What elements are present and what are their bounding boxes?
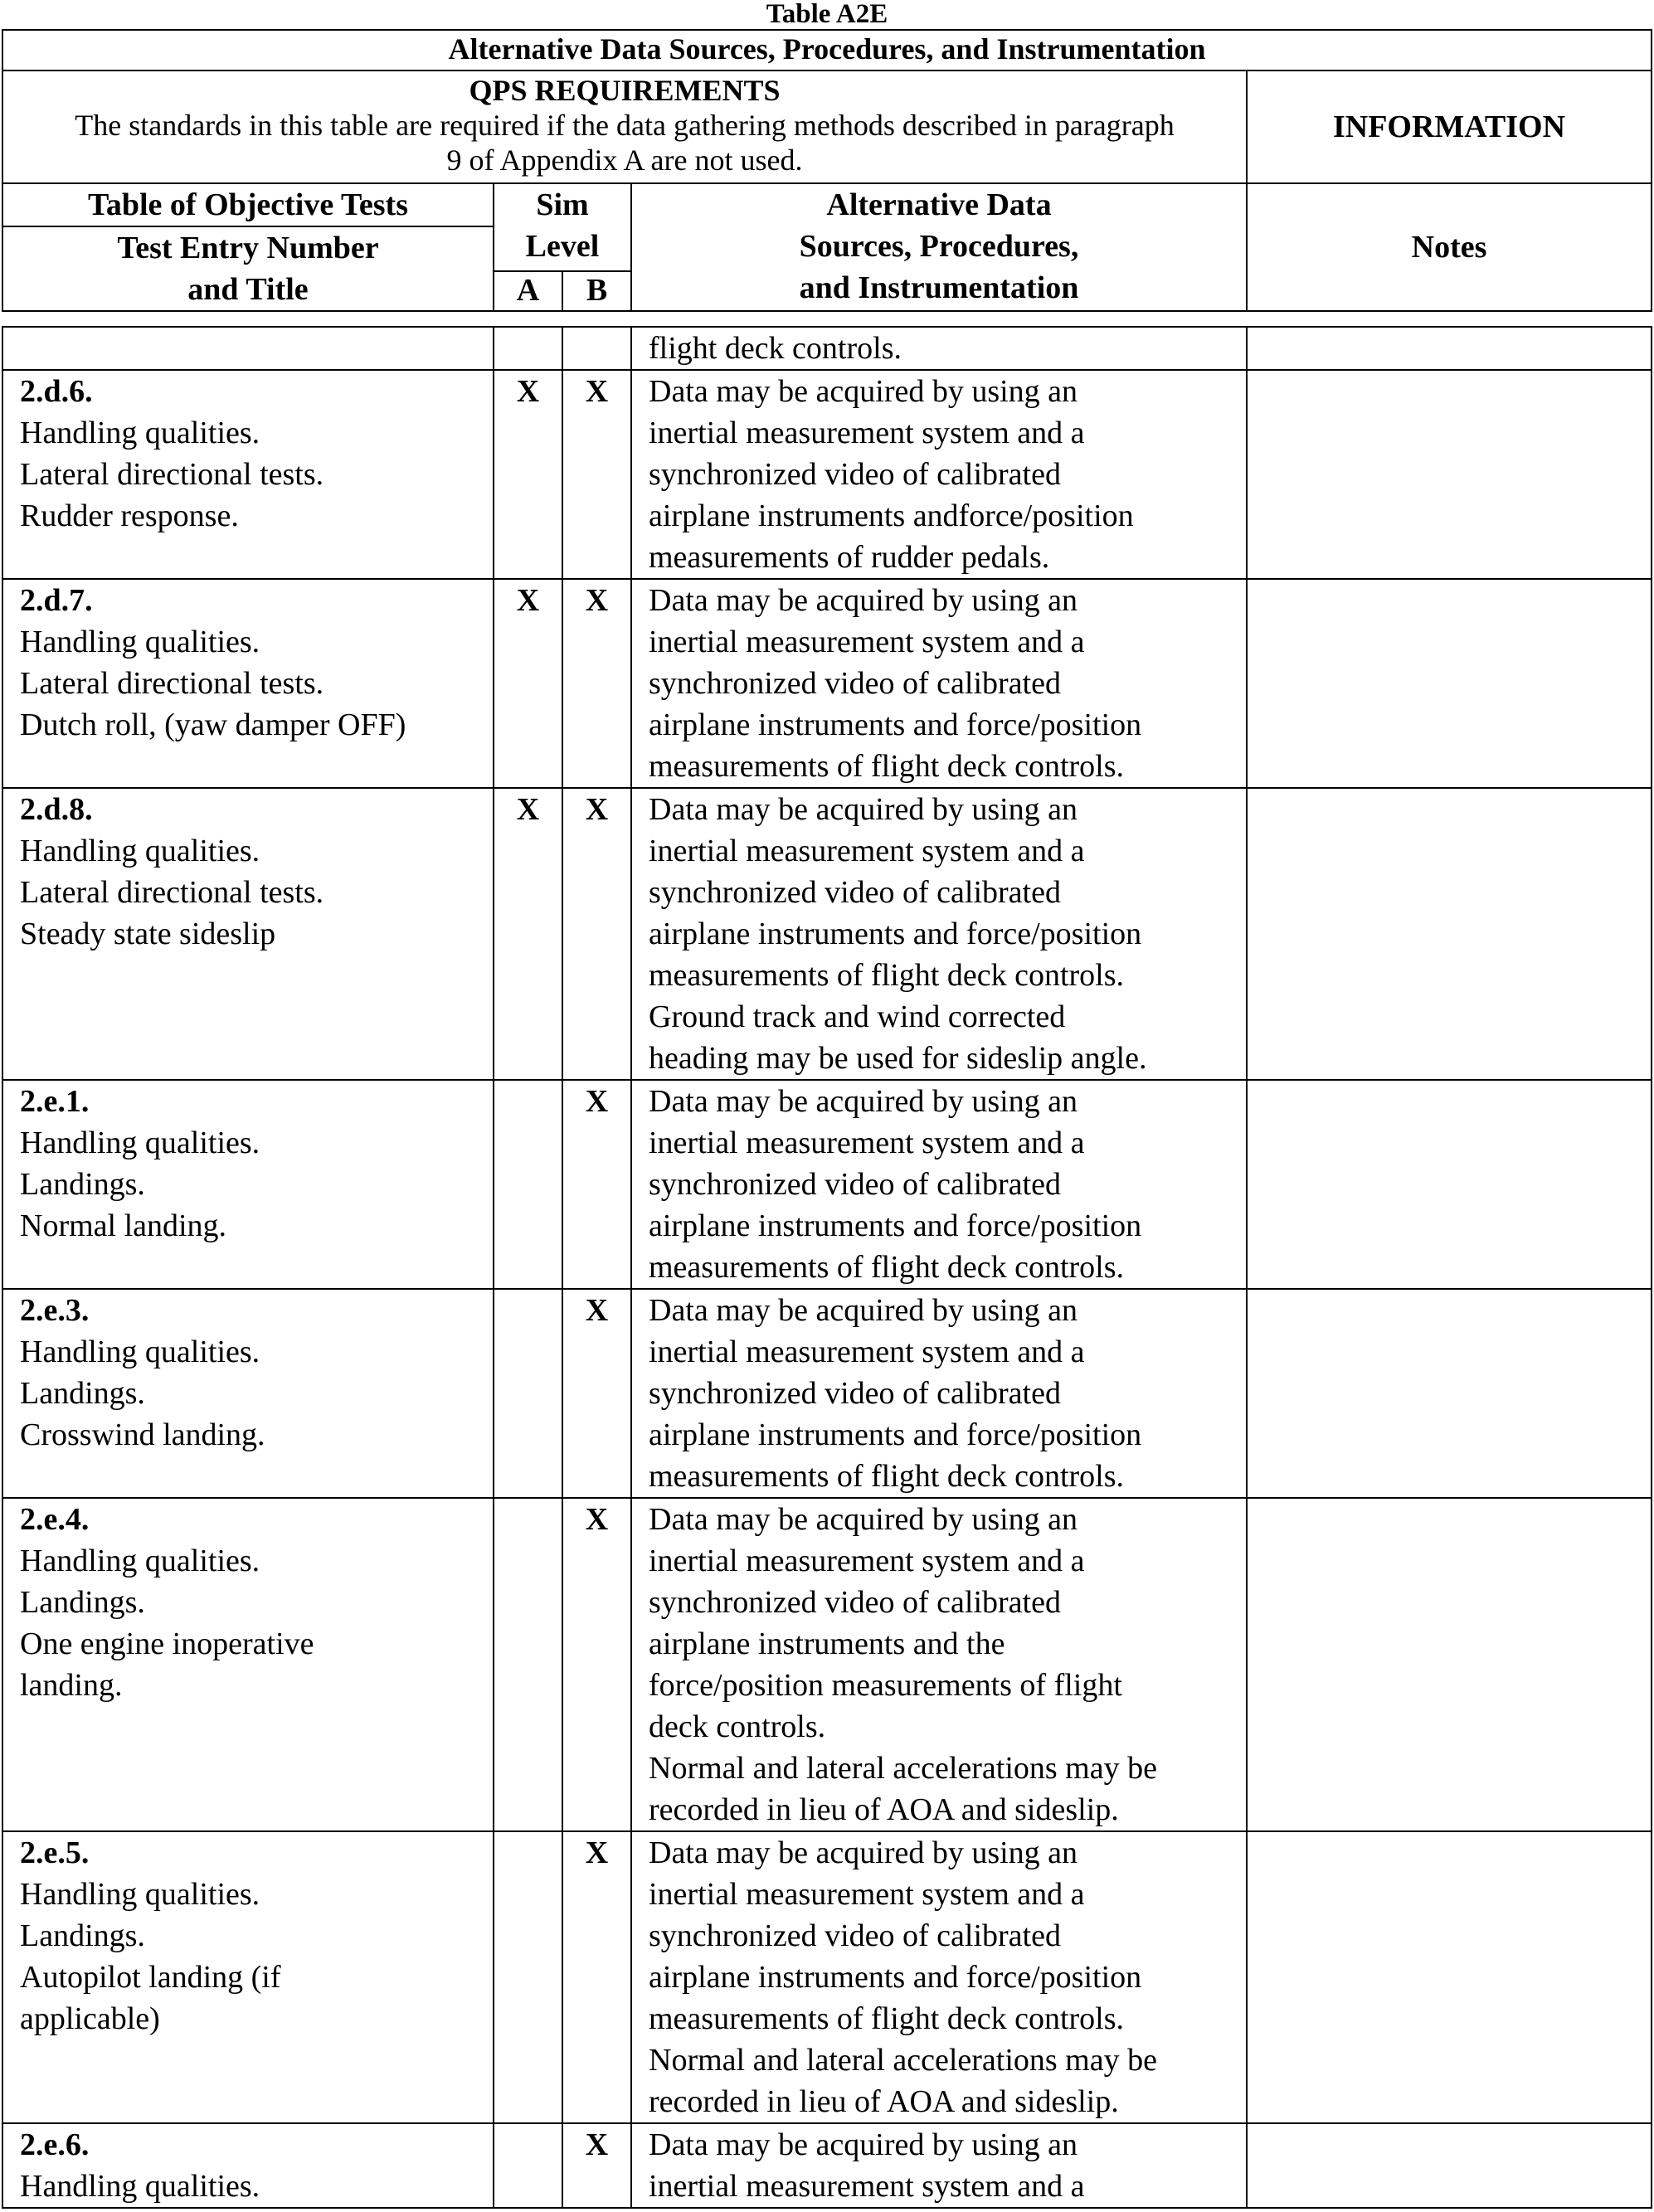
alternative-data-line: airplane instruments and the [649,1626,1005,1661]
test-entry-cell [2,1498,494,1831]
alternative-data-line: synchronized video of calibrated [649,1918,1061,1953]
alternative-data-line: measurements of rudder pedals. [649,540,1050,575]
alternative-data-line: force/position measurements of flight [649,1668,1122,1703]
test-entry-title-line: Lateral directional tests. [20,457,324,492]
alternative-data-line: measurements of flight deck controls. [649,1250,1125,1285]
alternative-data-cell [631,788,1247,1080]
level-b-mark: X [562,1080,631,1289]
level-b-mark: X [562,1498,631,1831]
alternative-data-line: inertial measurement system and a [649,834,1085,868]
table-title: Alternative Data Sources, Procedures, and Instrumentation [2,30,1652,70]
level-b-mark: X [562,788,631,1080]
notes-cell [1247,2123,1652,2208]
test-entry-cell [2,1289,494,1498]
notes-cell [1247,579,1652,788]
information-heading: INFORMATION [1247,70,1652,183]
level-a-mark [494,1289,562,1498]
alternative-data-line: airplane instruments and force/position [649,1417,1142,1452]
alt-line3: and Instrumentation [799,270,1079,305]
qps-title: QPS REQUIREMENTS [469,74,781,107]
alternative-data-line: measurements of flight deck controls. [649,2001,1125,2036]
test-entry-title-line: Lateral directional tests. [20,666,324,701]
test-entry-number: 2.e.1. [20,1084,90,1119]
test-entry-column-heading [2,183,494,311]
alternative-data-line: inertial measurement system and a [649,416,1085,450]
notes-cell [1247,370,1652,579]
alt-line2: Sources, Procedures, [799,229,1079,264]
test-entry-number: 2.e.3. [20,1293,90,1328]
alternative-data-cell [631,2123,1247,2208]
table-row [2,1080,1652,1289]
notes-cell [1247,1831,1652,2123]
level-a-mark [494,327,562,370]
alternative-data-line: synchronized video of calibrated [649,1376,1061,1411]
alternative-data-line: deck controls. [649,1709,826,1744]
alternative-data-line: inertial measurement system and a [649,1544,1085,1578]
level-a-mark [494,1831,562,2123]
test-entry-title-line: Lateral directional tests. [20,875,324,910]
alternative-data-line: Normal and lateral accelerations may be [649,1751,1157,1786]
test-entry-title-line: Landings. [20,1585,145,1620]
test-entry-title-line: Handling qualities. [20,2169,260,2204]
alternative-data-cell [631,1080,1247,1289]
test-entry-cell [2,788,494,1080]
notes-heading: Notes [1247,183,1652,311]
alternative-data-cell [631,327,1247,370]
test-entry-number: 2.e.5. [20,1835,90,1870]
col1-line2: Test Entry Number [3,226,493,269]
notes-cell [1247,327,1652,370]
qps-requirements [2,70,1247,183]
test-entry-title-line: Normal landing. [20,1208,227,1243]
level-b-heading: B [562,271,631,311]
level-a-mark [494,2123,562,2208]
level-b-mark: X [562,370,631,579]
test-entry-title-line: Dutch roll, (yaw damper OFF) [20,707,406,742]
test-entry-title-line: Handling qualities. [20,625,260,659]
alternative-data-line: inertial measurement system and a [649,1125,1085,1160]
test-entry-title-line: Handling qualities. [20,1877,260,1912]
test-entry-title-line: Handling qualities. [20,1334,260,1369]
level-a-mark: X [494,788,562,1080]
table-row [2,579,1652,788]
test-entry-title-line: Rudder response. [20,498,239,533]
alternative-data-line: Data may be acquired by using an [649,2127,1078,2162]
test-entry-title-line: Landings. [20,1167,145,1202]
level-a-heading: A [494,271,562,311]
alt-line1: Alternative Data [826,187,1052,222]
sim-line1: Sim [536,187,589,222]
alternative-data-line: synchronized video of calibrated [649,457,1061,492]
alternative-data-line: Normal and lateral accelerations may be [649,2043,1157,2078]
test-entry-title-line: Steady state sideslip [20,916,276,951]
test-entry-title-line: One engine inoperative [20,1626,314,1661]
notes-cell [1247,788,1652,1080]
alternative-data-cell [631,1831,1247,2123]
test-entry-cell [2,1831,494,2123]
qps-description: The standards in this table are required if the data gathering methods described in paragraph [75,109,1175,142]
test-entry-title-line: Handling qualities. [20,1125,260,1160]
alternative-data-line: airplane instruments and force/position [649,1960,1142,1995]
level-a-mark: X [494,579,562,788]
test-entry-number: 2.d.6. [20,374,93,409]
test-entry-cell [2,579,494,788]
alternative-data-cell [631,1498,1247,1831]
alternative-data-line: inertial measurement system and a [649,625,1085,659]
alternative-data-line: measurements of flight deck controls. [649,749,1125,784]
alternative-data-line: airplane instruments and force/position [649,1208,1142,1243]
test-entry-title-line: Crosswind landing. [20,1417,265,1452]
alternative-data-line: synchronized video of calibrated [649,666,1061,701]
alternative-data-line: heading may be used for sideslip angle. [649,1041,1147,1076]
alternative-data-line: airplane instruments and force/position [649,916,1142,951]
test-entry-title-line: Autopilot landing (if [20,1960,281,1995]
table-header [2,29,1652,312]
test-entry-number: 2.e.4. [20,1502,90,1537]
sim-level-heading [494,183,631,271]
notes-cell [1247,1080,1652,1289]
test-entry-title-line: Landings. [20,1376,145,1411]
alternative-data-cell [631,370,1247,579]
qps-description-cont: 9 of Appendix A are not used. [446,143,803,177]
test-entry-title-line: Handling qualities. [20,834,260,868]
table-row [2,1831,1652,2123]
level-b-mark: X [562,1831,631,2123]
alternative-data-line: synchronized video of calibrated [649,1585,1061,1620]
alternative-data-line: flight deck controls. [649,331,902,366]
table-row [2,2123,1652,2208]
alternative-data-line: recorded in lieu of AOA and sideslip. [649,2084,1119,2119]
alternative-data-line: synchronized video of calibrated [649,875,1061,910]
table-caption: Table A2E [766,0,888,29]
alternative-data-line: airplane instruments and force/position [649,707,1142,742]
col1-line3: and Title [187,272,309,307]
table-row [2,327,1652,370]
alternative-data-line: Data may be acquired by using an [649,792,1078,827]
alternative-data-heading [631,183,1247,311]
alternative-data-cell [631,1289,1247,1498]
alternative-data-line: inertial measurement system and a [649,1334,1085,1369]
test-entry-cell [2,327,494,370]
table-row [2,788,1652,1080]
test-entry-number: 2.e.6. [20,2127,90,2162]
level-a-mark [494,1080,562,1289]
table-body [2,326,1652,2209]
alternative-data-line: inertial measurement system and a [649,2169,1085,2204]
test-entry-title-line: Handling qualities. [20,1544,260,1578]
alternative-data-line: Data may be acquired by using an [649,374,1078,409]
test-entry-number: 2.d.7. [20,583,93,618]
alternative-data-cell [631,579,1247,788]
alternative-data-line: airplane instruments andforce/position [649,498,1134,533]
alternative-data-line: Data may be acquired by using an [649,1502,1078,1537]
alternative-data-line: synchronized video of calibrated [649,1167,1061,1202]
notes-cell [1247,1289,1652,1498]
test-entry-title-line: landing. [20,1668,123,1703]
alternative-data-line: measurements of flight deck controls. [649,958,1125,993]
alternative-data-line: Data may be acquired by using an [649,1293,1078,1328]
table-row [2,1289,1652,1498]
level-b-mark: X [562,1289,631,1498]
test-entry-title-line: Handling qualities. [20,416,260,450]
level-b-mark: X [562,579,631,788]
test-entry-cell [2,2123,494,2208]
test-entry-title-line: Landings. [20,1918,145,1953]
alternative-data-line: Data may be acquired by using an [649,1835,1078,1870]
alternative-data-line: recorded in lieu of AOA and sideslip. [649,1792,1119,1827]
level-a-mark: X [494,370,562,579]
level-a-mark [494,1498,562,1831]
level-b-mark: X [562,2123,631,2208]
alternative-data-line: Ground track and wind corrected [649,999,1066,1034]
alternative-data-line: Data may be acquired by using an [649,583,1078,618]
test-entry-number: 2.d.8. [20,792,93,827]
level-b-mark [562,327,631,370]
notes-cell [1247,1498,1652,1831]
test-entry-title-line: applicable) [20,2001,160,2036]
alternative-data-line: inertial measurement system and a [649,1877,1085,1912]
table-row [2,370,1652,579]
test-entry-cell [2,1080,494,1289]
sim-line2: Level [525,229,600,264]
col1-line1: Table of Objective Tests [88,187,408,222]
test-entry-cell [2,370,494,579]
table-row [2,1498,1652,1831]
alternative-data-line: Data may be acquired by using an [649,1084,1078,1119]
alternative-data-line: measurements of flight deck controls. [649,1459,1125,1494]
